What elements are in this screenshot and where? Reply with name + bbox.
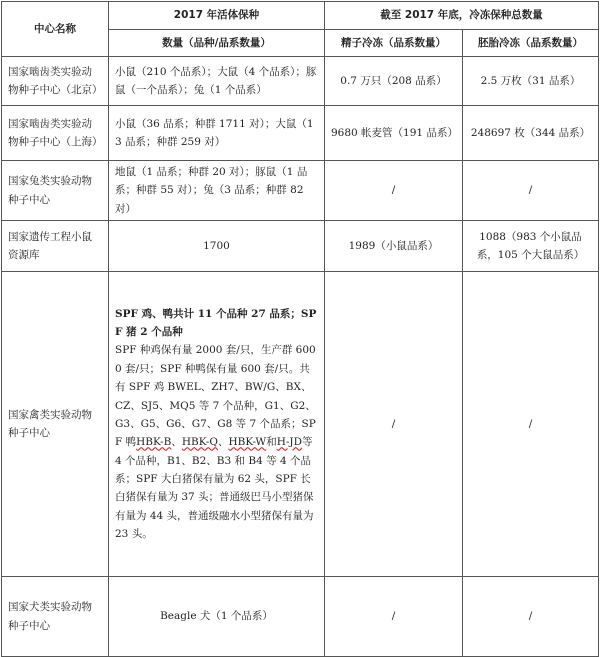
separator: 、 (217, 436, 229, 449)
header-row-1 (2, 2, 599, 30)
embryo-cell: 1088（983 个小鼠品系，105 个大鼠品系） (463, 221, 599, 272)
live-summary: SPF 鸡、鸭共计 11 个品种 27 品系；SPF 猪 2 个品种 (115, 307, 317, 339)
center-name-cell: 国家兔类实验动物种子中心 (2, 161, 109, 221)
sperm-cell: 1989（小鼠品系） (325, 221, 463, 272)
live-detail (115, 341, 318, 543)
sperm-cell: 9680 帐麦管（191 品系） (325, 106, 463, 161)
center-name-cell: 国家犬类实验动物种子中心 (2, 577, 109, 657)
sperm-cell: / (325, 161, 463, 221)
sperm-cell: / (325, 272, 463, 577)
header-embryo: 胚胎冷冻（品系数量） (463, 30, 599, 57)
header-sperm: 精子冷冻（品系数量） (325, 30, 463, 57)
separator: 和 (266, 436, 277, 449)
live-detail-text-a: SPF 种鸡保有量 2000 套/只，生产群 6000 套/只；SPF 种鸭保有量 600 套/只。共有 SPF 鸡 BWEL、ZH7、BW/G、BX、CZ、SJ5、MQ5 等 7 个品种，G1、G2、G3、G5、G6、G7、G8 等 7 个品系；SPF 鸭 (115, 344, 316, 449)
table-row (2, 577, 599, 657)
table-row (2, 161, 599, 221)
center-name-cell: 国家啮齿类实验动物种子中心（上海） (2, 106, 109, 161)
header-live-title: 2017 年活体保种 (109, 2, 325, 30)
header-quantity: 数量（品种/品系数量） (109, 30, 325, 57)
embryo-cell: / (463, 272, 599, 577)
live-cell: 1700 (109, 221, 325, 272)
embryo-cell: / (463, 577, 599, 657)
breed-code-hbk-b: HBK-B (136, 436, 172, 449)
center-name-cell: 国家遗传工程小鼠资源库 (2, 221, 109, 272)
table-row (2, 272, 599, 577)
table-row (2, 57, 599, 106)
embryo-cell: / (463, 161, 599, 221)
breed-code-hbk-w: HBK-W (228, 436, 267, 449)
embryo-cell: 2.5 万枚（31 品系） (463, 57, 599, 106)
live-cell: Beagle 犬（1 个品系） (109, 577, 325, 657)
center-name-cell: 国家禽类实验动物种子中心 (2, 272, 109, 577)
breed-code-hbk-q: HBK-Q (181, 436, 218, 449)
center-name-cell: 国家啮齿类实验动物种子中心（北京） (2, 57, 109, 106)
live-cell: 地鼠（1 品系；种群 20 对）；豚鼠（1 品系；种群 55 对）；兔（3 品系；种群 82 对） (109, 161, 325, 221)
sperm-cell: / (325, 577, 463, 657)
breed-code-h-jd: H-JD (276, 436, 303, 449)
separator: 、 (171, 436, 182, 449)
live-cell: 小鼠（210 个品系）；大鼠（4 个品系）；豚鼠（一个品系）；兔（1 个品系） (109, 57, 325, 106)
header-center-name: 中心名称 (2, 2, 109, 57)
embryo-cell: 248697 枚（344 品系） (463, 106, 599, 161)
table-row (2, 221, 599, 272)
sperm-cell: 0.7 万只（208 品系） (325, 57, 463, 106)
live-detail-text-b: 等 4 个品种，B1、B2、B3 和 B4 等 4 个品系；SPF 大白猪保有量为 62 头，SPF 长白猪保有量为 37 头；普通级巴马小型猪保有量为 44 头，普通级融水小型猪保有量为 23 头。 (115, 436, 314, 541)
header-frozen-title: 截至 2017 年底，冷冻保种总数量 (325, 2, 599, 30)
conservation-table (1, 1, 599, 657)
live-cell: 小鼠（36 品系；种群 1711 对）；大鼠（13 品系；种群 259 对） (109, 106, 325, 161)
table-row (2, 106, 599, 161)
live-cell (109, 272, 325, 577)
